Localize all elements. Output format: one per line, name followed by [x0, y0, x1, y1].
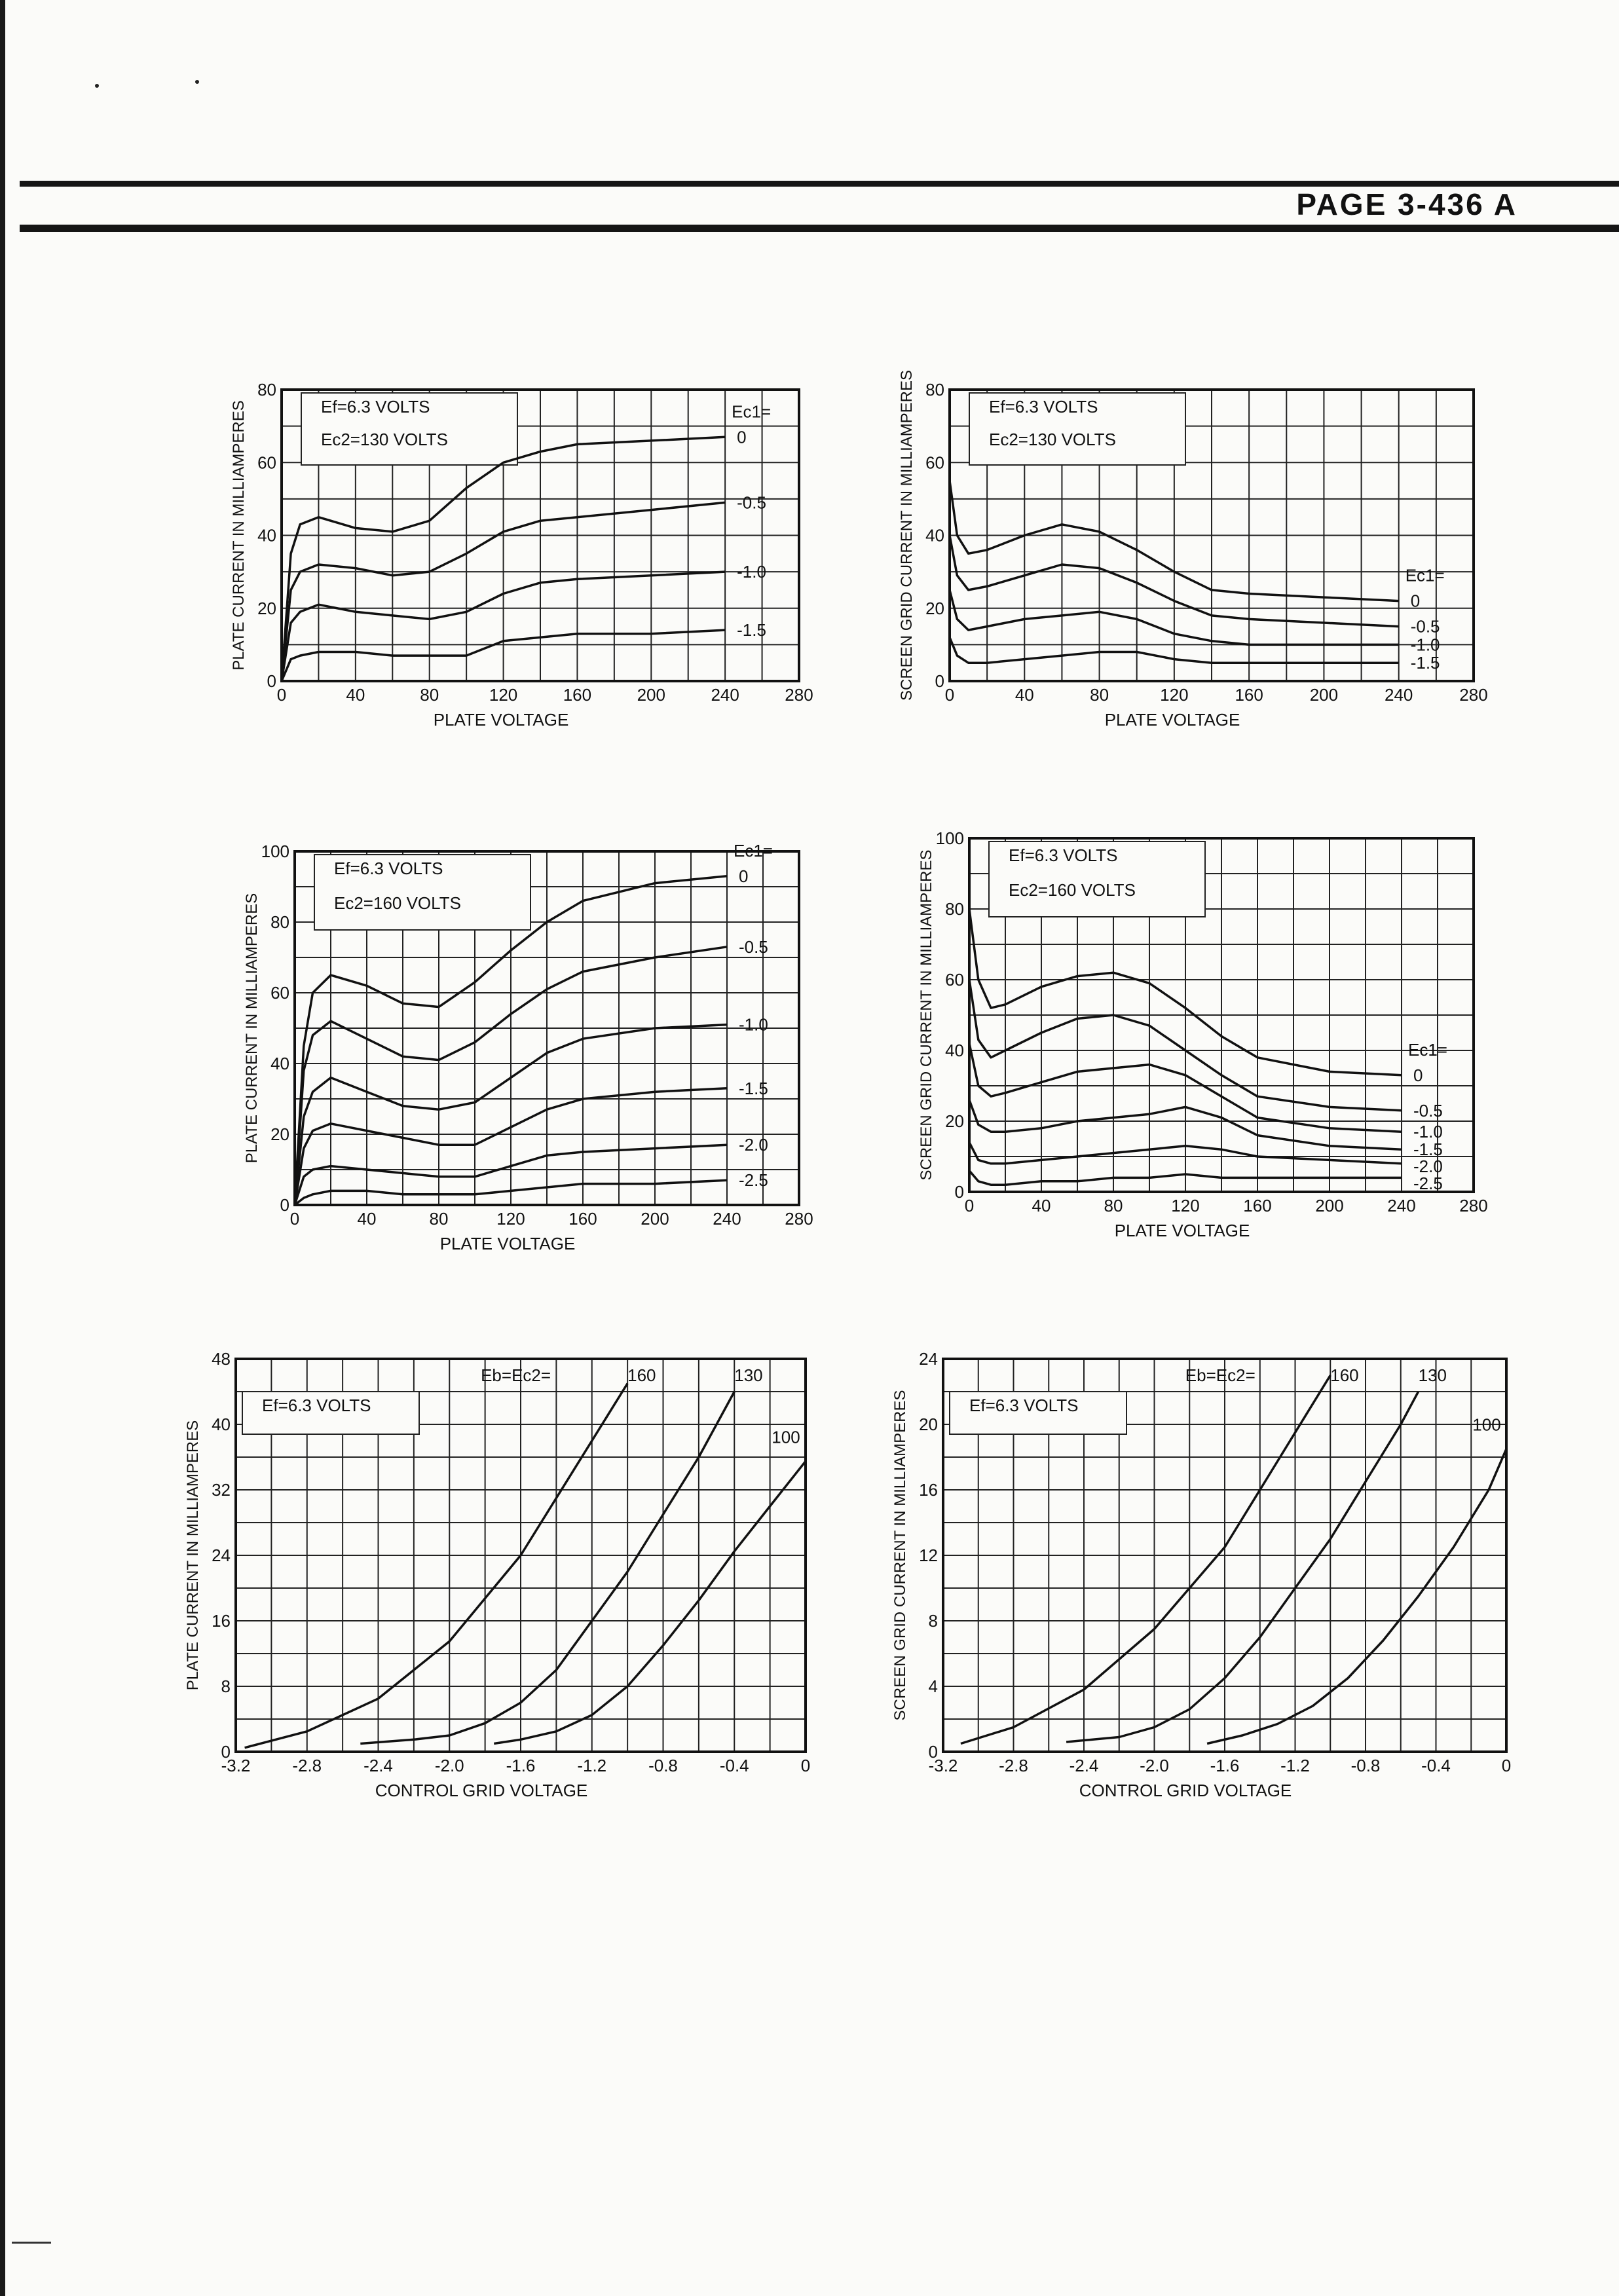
x-tick-label: 0 — [800, 1756, 811, 1775]
y-tick-label: 24 — [212, 1546, 231, 1565]
y-tick-label: 0 — [928, 1742, 938, 1762]
x-tick-label: -2.8 — [292, 1756, 322, 1775]
annotation-label: Ef=6.3 VOLTS — [334, 859, 443, 878]
y-tick-label: 60 — [270, 983, 289, 1003]
page-label: PAGE 3-436 A — [1296, 187, 1517, 221]
x-tick-label: -0.4 — [1421, 1756, 1451, 1775]
curve-label: -2.0 — [739, 1135, 768, 1155]
curve-label: 0 — [737, 427, 747, 447]
y-tick-label: 0 — [935, 671, 944, 691]
x-tick-label: 200 — [637, 685, 665, 705]
y-tick-label: 24 — [919, 1349, 938, 1369]
y-tick-label: 80 — [925, 380, 944, 399]
x-tick-label: -0.4 — [719, 1756, 749, 1775]
x-tick-label: 200 — [641, 1209, 669, 1229]
curve-label: -1.5 — [1410, 653, 1440, 673]
y-tick-label: 48 — [212, 1349, 231, 1369]
series-line — [1207, 1449, 1506, 1744]
x-axis-label: CONTROL GRID VOLTAGE — [375, 1781, 588, 1800]
y-tick-label: 8 — [928, 1611, 938, 1631]
y-tick-label: 20 — [257, 598, 276, 618]
x-tick-label: 200 — [1315, 1196, 1344, 1215]
x-axis-label: PLATE VOLTAGE — [1104, 710, 1240, 730]
x-tick-label: -2.4 — [363, 1756, 393, 1775]
curve-label: -1.0 — [1413, 1122, 1443, 1142]
y-tick-label: 40 — [270, 1054, 289, 1073]
x-tick-label: -3.2 — [221, 1756, 251, 1775]
y-tick-label: 0 — [954, 1182, 964, 1202]
curve-label: 160 — [1330, 1365, 1359, 1385]
y-axis-label: PLATE CURRENT IN MILLIAMPERES — [184, 1420, 202, 1691]
curve-label: -0.5 — [737, 492, 766, 513]
x-tick-label: 240 — [1387, 1196, 1416, 1215]
y-tick-label: 100 — [935, 828, 964, 848]
series-line — [360, 1392, 734, 1744]
curve-label: 0 — [1413, 1065, 1423, 1085]
y-tick-label: 60 — [925, 453, 944, 473]
x-tick-label: -1.6 — [506, 1756, 536, 1775]
curve-label: -1.0 — [737, 562, 766, 582]
y-tick-label: 12 — [919, 1546, 938, 1565]
chart-screen-current-ec2-130 — [871, 367, 1526, 747]
annotation-label: Ef=6.3 VOLTS — [969, 1396, 1079, 1415]
y-tick-label: 40 — [925, 525, 944, 546]
y-tick-label: 40 — [212, 1415, 231, 1434]
y-tick-label: 0 — [280, 1195, 289, 1215]
x-tick-label: 240 — [1385, 685, 1413, 705]
annotation-label: Ef=6.3 VOLTS — [321, 397, 430, 417]
legend-title: Eb=Ec2= — [1185, 1365, 1256, 1385]
x-tick-label: -2.4 — [1069, 1756, 1099, 1775]
y-tick-label: 16 — [919, 1480, 938, 1500]
annotation-label: Ec2=130 VOLTS — [321, 430, 448, 449]
y-tick-label: 80 — [270, 912, 289, 932]
curve-label: 0 — [1410, 591, 1421, 611]
annotation-label: Ef=6.3 VOLTS — [1009, 845, 1118, 865]
x-tick-label: 80 — [429, 1209, 449, 1229]
y-tick-label: 40 — [257, 525, 276, 546]
x-axis-label: PLATE VOLTAGE — [433, 710, 569, 730]
x-tick-label: -0.8 — [1350, 1756, 1381, 1775]
series-line — [494, 1461, 806, 1743]
x-tick-label: 0 — [964, 1196, 975, 1215]
chart-plate-current-ec2-130 — [196, 367, 851, 747]
x-tick-label: 160 — [568, 1209, 597, 1229]
curve-label: 100 — [772, 1427, 800, 1447]
legend-title: Eb=Ec2= — [481, 1365, 551, 1385]
y-tick-label: 20 — [270, 1124, 289, 1144]
curve-label: -1.5 — [739, 1078, 768, 1098]
y-tick-label: 20 — [945, 1111, 964, 1131]
x-tick-label: 280 — [785, 1209, 813, 1229]
y-tick-label: 16 — [212, 1611, 231, 1631]
x-tick-label: 40 — [346, 685, 365, 705]
x-tick-label: 40 — [1014, 685, 1034, 705]
y-tick-label: 4 — [928, 1676, 938, 1696]
chart-screen-current-vs-grid — [871, 1336, 1559, 1847]
header-rule-top — [20, 181, 1619, 187]
chart-plate-current-vs-grid — [170, 1336, 858, 1847]
legend-title: Ec1= — [732, 401, 772, 422]
chart-plate-current-ec2-160 — [196, 832, 851, 1277]
y-tick-label: 80 — [257, 380, 276, 399]
curve-label: 130 — [734, 1365, 763, 1385]
x-tick-label: 240 — [713, 1209, 741, 1229]
curve-label: -1.5 — [737, 620, 766, 640]
y-tick-label: 40 — [945, 1041, 964, 1060]
x-tick-label: -0.8 — [648, 1756, 678, 1775]
legend-title: Ec1= — [1408, 1039, 1447, 1060]
x-tick-label: 80 — [420, 685, 439, 705]
x-tick-label: 200 — [1309, 685, 1339, 705]
chart-screen-current-ec2-160 — [871, 819, 1526, 1264]
scan-speck — [95, 84, 99, 88]
curve-label: 0 — [739, 866, 749, 886]
x-tick-label: 40 — [1032, 1196, 1051, 1215]
curve-label: 160 — [627, 1365, 656, 1385]
y-tick-label: 20 — [925, 598, 944, 618]
annotation-label: Ec2=130 VOLTS — [989, 430, 1116, 449]
curve-label: -0.5 — [1413, 1100, 1443, 1120]
x-tick-label: 0 — [289, 1209, 300, 1229]
x-tick-label: 80 — [1090, 685, 1109, 705]
curve-label: -1.0 — [739, 1014, 768, 1035]
x-tick-label: -1.6 — [1210, 1756, 1240, 1775]
curve-label: -2.5 — [1413, 1174, 1443, 1194]
x-tick-label: 280 — [785, 685, 813, 705]
x-tick-label: -2.8 — [999, 1756, 1028, 1775]
scan-mark — [12, 2242, 51, 2244]
curve-label: -2.0 — [1413, 1157, 1443, 1177]
y-tick-label: 80 — [945, 899, 964, 919]
x-tick-label: 0 — [1501, 1756, 1512, 1775]
x-tick-label: 280 — [1459, 1196, 1488, 1215]
x-tick-label: 40 — [357, 1209, 377, 1229]
header-rule-bottom — [20, 225, 1619, 232]
annotation-label: Ec2=160 VOLTS — [334, 893, 461, 913]
x-tick-label: 120 — [1160, 685, 1189, 705]
curve-label: -1.5 — [1413, 1139, 1443, 1160]
curve-label: -2.5 — [739, 1170, 768, 1191]
legend-title: Ec1= — [1405, 565, 1445, 585]
x-tick-label: 280 — [1459, 685, 1488, 705]
x-tick-label: 160 — [563, 685, 592, 705]
y-axis-label: SCREEN GRID CURRENT IN MILLIAMPERES — [891, 1390, 909, 1721]
curve-label: 100 — [1472, 1415, 1501, 1435]
y-tick-label: 8 — [221, 1676, 231, 1696]
y-tick-label: 60 — [257, 453, 276, 473]
x-tick-label: 160 — [1243, 1196, 1272, 1215]
curve-label: -0.5 — [1410, 616, 1440, 637]
legend-title: Ec1= — [734, 840, 773, 861]
x-tick-label: 120 — [489, 685, 518, 705]
scan-edge — [0, 0, 5, 2296]
curve-label: -0.5 — [739, 936, 768, 957]
annotation-label: Ef=6.3 VOLTS — [989, 397, 1098, 417]
x-tick-label: 120 — [1171, 1196, 1200, 1215]
scan-speck — [195, 80, 199, 84]
x-tick-label: 0 — [276, 685, 287, 705]
x-axis-label: CONTROL GRID VOLTAGE — [1079, 1781, 1292, 1800]
y-axis-label: SCREEN GRID CURRENT IN MILLIAMPERES — [898, 370, 916, 701]
x-tick-label: 120 — [496, 1209, 525, 1229]
x-tick-label: -2.0 — [434, 1756, 464, 1775]
x-tick-label: -3.2 — [928, 1756, 958, 1775]
annotation-label: Ec2=160 VOLTS — [1009, 880, 1136, 900]
x-tick-label: 160 — [1235, 685, 1263, 705]
y-axis-label: PLATE CURRENT IN MILLIAMPERES — [230, 400, 248, 671]
y-axis-label: SCREEN GRID CURRENT IN MILLIAMPERES — [918, 849, 935, 1181]
x-tick-label: 240 — [711, 685, 739, 705]
y-axis-label: PLATE CURRENT IN MILLIAMPERES — [243, 893, 261, 1164]
series-line — [245, 1384, 628, 1748]
x-tick-label: 0 — [944, 685, 955, 705]
y-tick-label: 0 — [221, 1742, 231, 1762]
y-tick-label: 60 — [945, 970, 964, 990]
curve-label: -1.0 — [1410, 635, 1440, 655]
y-tick-label: 100 — [261, 842, 289, 861]
y-tick-label: 20 — [919, 1415, 938, 1434]
x-tick-label: -1.2 — [577, 1756, 607, 1775]
curve-label: 130 — [1418, 1365, 1447, 1385]
x-axis-label: PLATE VOLTAGE — [439, 1234, 576, 1253]
y-tick-label: 0 — [267, 671, 276, 691]
y-tick-label: 32 — [212, 1480, 231, 1500]
x-axis-label: PLATE VOLTAGE — [1114, 1221, 1250, 1240]
annotation-label: Ef=6.3 VOLTS — [262, 1396, 371, 1415]
x-tick-label: -2.0 — [1140, 1756, 1169, 1775]
x-tick-label: 80 — [1104, 1196, 1123, 1215]
x-tick-label: -1.2 — [1280, 1756, 1310, 1775]
